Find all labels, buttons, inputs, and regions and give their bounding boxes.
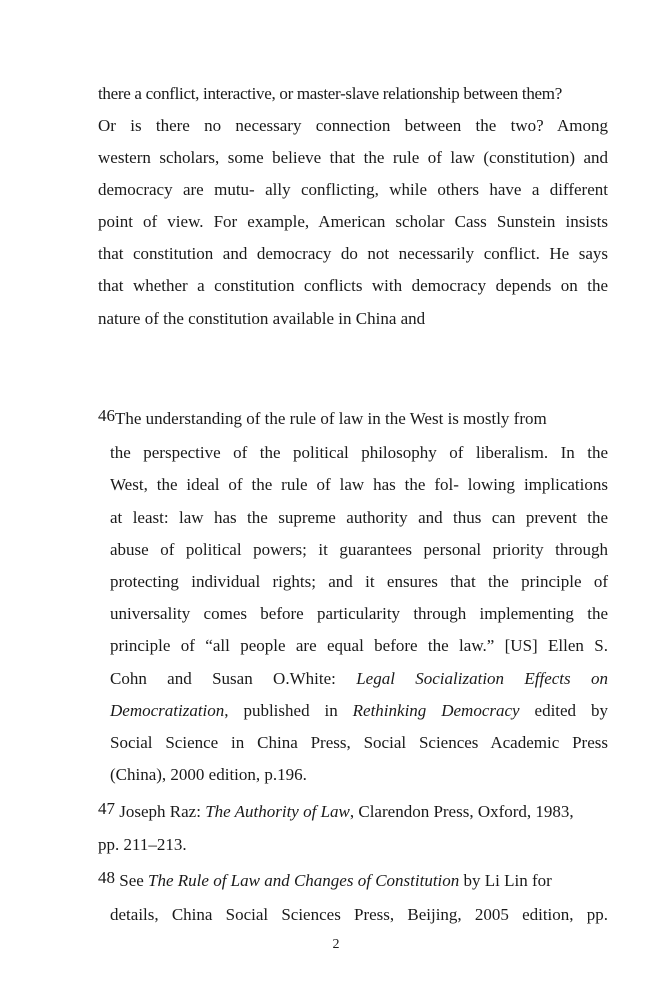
footnote-line: abuse of political powers; it guarantees personal priority through [110, 540, 608, 559]
footnote-line: details, China Social Sciences Press, Beijing, 2005 edition, pp. [110, 905, 608, 924]
citation-title: Democratization [110, 701, 225, 720]
footnote-number: 47 [98, 799, 115, 818]
body-line: point of view. For example, American scholar Cass Sunstein insists [98, 212, 608, 231]
footnote-number: 46 [98, 406, 115, 425]
citation-text: , published in [224, 701, 353, 720]
body-line: Or is there no necessary connection between the two? Among [98, 116, 608, 135]
footnote-text: The understanding of the rule of law in the West is mostly from [115, 409, 547, 428]
body-line: nature of the constitution available in China and [98, 309, 426, 328]
body-line: that whether a constitution conflicts with democracy depends on the [98, 276, 608, 295]
body-line: democracy are mutu- ally conflicting, while others have a different [98, 180, 608, 199]
footnote-line: principle of “all people are equal before the law.” [US] Ellen S. [110, 636, 608, 655]
citation-text: Cohn and Susan O.White: [110, 669, 357, 688]
citation-title: The Rule of Law and Changes of Constitution [148, 871, 460, 890]
footnote-line: at least: law has the supreme authority and thus can prevent the [110, 508, 608, 527]
footnote-number: 48 [98, 868, 115, 887]
footnote-text: See [115, 871, 149, 890]
citation-line [110, 668, 608, 690]
citation-line: (China), 2000 edition, p.196. [110, 765, 307, 784]
footnote-line: pp. 211–213. [98, 835, 187, 854]
footnote-line: the perspective of the political philosophy of liberalism. In the [110, 443, 608, 462]
footnote-line: West, the ideal of the rule of law has the fol- lowing implications [110, 475, 608, 494]
citation-line: Social Science in China Press, Social Sciences Academic Press [110, 733, 608, 752]
footnote-line [98, 408, 608, 430]
citation-line [110, 700, 608, 722]
body-line: western scholars, some believe that the rule of law (constitution) and [98, 148, 608, 167]
citation-title: Rethinking Democracy [352, 701, 520, 720]
citation-text: edited by [519, 701, 608, 720]
footnote-text: Joseph Raz: [115, 802, 206, 821]
footnote-line: universality comes before particularity through implementing the [110, 604, 608, 623]
citation-title: The Authority of Law [205, 802, 350, 821]
page-number: 2 [332, 937, 340, 952]
footnote-text: by Li Lin for [459, 871, 552, 890]
footnote-line [98, 801, 622, 823]
footnote-text: , Clarendon Press, Oxford, 1983, [349, 802, 574, 821]
footnote-line [98, 870, 608, 892]
footnote-line: protecting individual rights; and it ensures that the principle of [110, 572, 608, 591]
citation-title: Legal Socialization Effects on [356, 669, 608, 688]
body-line: there a conflict, interactive, or master-slave relationship between them? [98, 84, 562, 103]
body-line: that constitution and democracy do not necessarily conflict. He says [98, 244, 608, 263]
